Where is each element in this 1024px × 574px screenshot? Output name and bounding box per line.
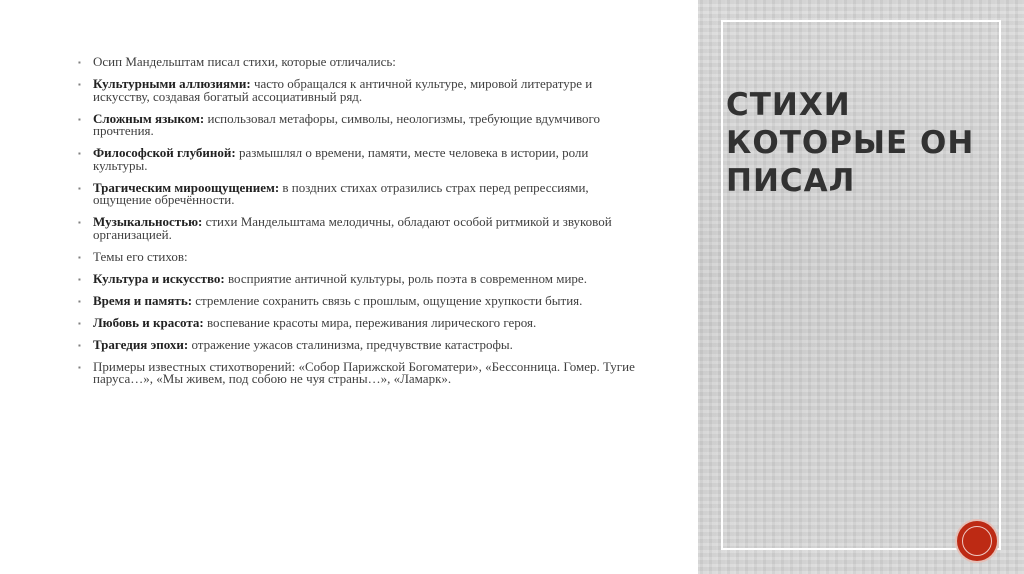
bullet-text: восприятие античной культуры, роль поэта в современном мире. — [224, 270, 587, 286]
bullet-bold-text: Любовь и красота: — [93, 314, 204, 330]
slide-title-line: ПИСАЛ — [726, 163, 856, 199]
bullet-marker-icon: ▪ — [78, 149, 81, 158]
bullet-item — [78, 147, 640, 172]
bullet-item — [78, 248, 640, 264]
bullet-text: часто обращался к античной культуре, мировой литературе и искусству, создавая богатый ассоциативный ряд. — [93, 76, 593, 104]
bullet-marker-icon: ▪ — [78, 114, 81, 124]
bullet-text: воспевание красоты мира, переживания лирического героя. — [203, 314, 537, 330]
bullet-bold-text: Трагедия эпохи: — [93, 336, 189, 352]
bullet-text: в поздних стихах отразились страх перед репрессиями, ощущение обречённости. — [93, 179, 589, 207]
badge-ring-icon — [962, 526, 992, 556]
bullet-item — [78, 179, 640, 207]
slide-title — [726, 86, 1016, 200]
bullet-item — [78, 336, 640, 352]
bullet-text: отражение ужасов сталинизма, предчувствие катастрофы. — [188, 336, 513, 352]
bullet-item — [78, 292, 640, 308]
bullet-marker-icon: ▪ — [78, 183, 81, 193]
bullet-item — [78, 358, 640, 386]
slide-number-badge — [957, 521, 997, 561]
bullet-item — [78, 270, 640, 286]
bullet-bold-text: Трагическим мироощущением: — [93, 179, 280, 195]
bullet-marker-icon: ▪ — [78, 340, 81, 350]
bullet-bold-text: Философской глубиной: — [93, 145, 236, 160]
bullet-text: Осип Мандельштам писал стихи, которые отличались: — [93, 54, 396, 69]
slide-title-line: КОТОРЫЕ ОН — [726, 125, 975, 161]
bullet-text: стремление сохранить связь с прошлым, ощущение хрупкости бытия. — [192, 292, 583, 308]
bullet-bold-text: Сложным языком: — [93, 110, 205, 126]
bullet-text: стихи Мандельштама мелодичны, обладают особой ритмикой и звуковой организацией. — [93, 214, 612, 242]
bullet-item — [78, 78, 640, 103]
bullet-text: Темы его стихов: — [93, 248, 188, 264]
bullet-marker-icon: ▪ — [78, 252, 81, 262]
bullet-marker-icon: ▪ — [78, 80, 81, 89]
bullet-item — [78, 56, 640, 69]
bullet-item — [78, 110, 640, 138]
bullet-item — [78, 314, 640, 330]
slide-title-line: СТИХИ — [726, 87, 851, 123]
bullet-bold-text: Культурными аллюзиями: — [93, 76, 251, 91]
bullet-marker-icon: ▪ — [78, 296, 81, 306]
bullet-list — [78, 56, 640, 386]
bullet-marker-icon: ▪ — [78, 318, 81, 328]
bullet-marker-icon: ▪ — [78, 218, 81, 227]
bullet-marker-icon: ▪ — [78, 274, 81, 284]
bullet-text: Примеры известных стихотворений: «Собор Парижской Богоматери», «Бессонница. Гомер. Тугие паруса…», «Мы живем, под собою не чуя страны…», «Ламарк». — [93, 358, 635, 386]
bullet-marker-icon: ▪ — [78, 58, 81, 67]
bullet-text: использовал метафоры, символы, неологизмы, требующие вдумчивого прочтения. — [93, 110, 601, 138]
bullet-item — [78, 216, 640, 241]
slide-body — [78, 56, 640, 395]
bullet-bold-text: Время и память: — [93, 292, 193, 308]
bullet-bold-text: Культура и искусство: — [93, 270, 225, 286]
bullet-marker-icon: ▪ — [78, 362, 81, 372]
bullet-text: размышлял о времени, памяти, месте человека в истории, роли культуры. — [93, 145, 589, 173]
bullet-bold-text: Музыкальностью: — [93, 214, 203, 229]
